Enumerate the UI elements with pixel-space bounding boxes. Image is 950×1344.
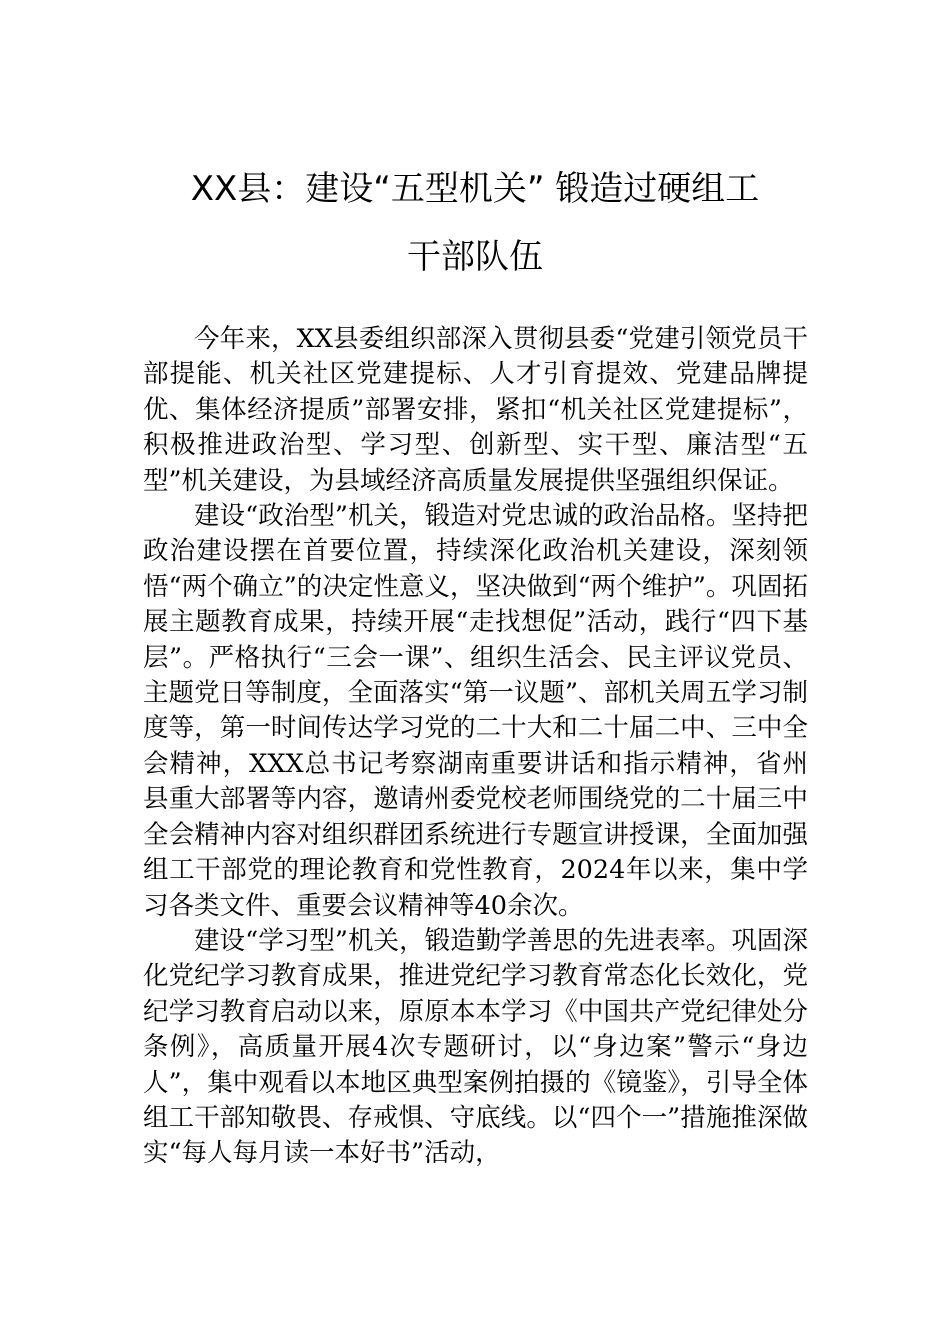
document-body [143, 322, 808, 1172]
paragraph-political: 建设“政治型”机关，锻造对党忠诚的政治品格。坚持把政治建设摆在首要位置，持续深化政治机关建设，深刻领悟“两个确立”的决定性意义，坚决做到“两个维护”。巩固拓展主题教育成果，持续开展“走找想促”活动，践行“四下基层”。严格执行“三会一课”、组织生活会、民主评议党员、主题党日等制度，全面落实“第一议题”、部机关周五学习制度等，第一时间传达学习党的二十大和二十届二中、三中全会精神，XXX总书记考察湖南重要讲话和指示精神，省州县重大部署等内容，邀请州委党校老师围绕党的二十届三中全会精神内容对组织群团系统进行专题宣讲授课，全面加强组工干部党的理论教育和党性教育，2024年以来，集中学习各类文件、重要会议精神等40余次。 [143, 501, 808, 921]
paragraph-learning: 建设“学习型”机关，锻造勤学善思的先进表率。巩固深化党纪学习教育成果，推进党纪学习教育常态化长效化，党纪学习教育启动以来，原原本本学习《中国共产党纪律处分条例》，高质量开展4次专题研讨，以“身边案”警示“身边人”，集中观看以本地区典型案例拍摄的《镜鉴》，引导全体组工干部知敬畏、存戒惧、守底线。以“四个一”措施推深做实“每人每月读一本好书”活动， [143, 925, 808, 1169]
document-title-line-2: 干部队伍 [407, 237, 543, 277]
paragraph-intro: 今年来，XX县委组织部深入贯彻县委“党建引领党员干部提能、机关社区党建提标、人才引育提效、党建品牌提优、集体经济提质”部署安排，紧扣“机关社区党建提标”，积极推进政治型、学习型、创新型、实干型、廉洁型“五型”机关建设，为县域经济高质量发展提供坚强组织保证。 [143, 324, 808, 496]
document-title-line-1: XX县：建设“五型机关” 锻造过硬组工 [190, 169, 760, 209]
